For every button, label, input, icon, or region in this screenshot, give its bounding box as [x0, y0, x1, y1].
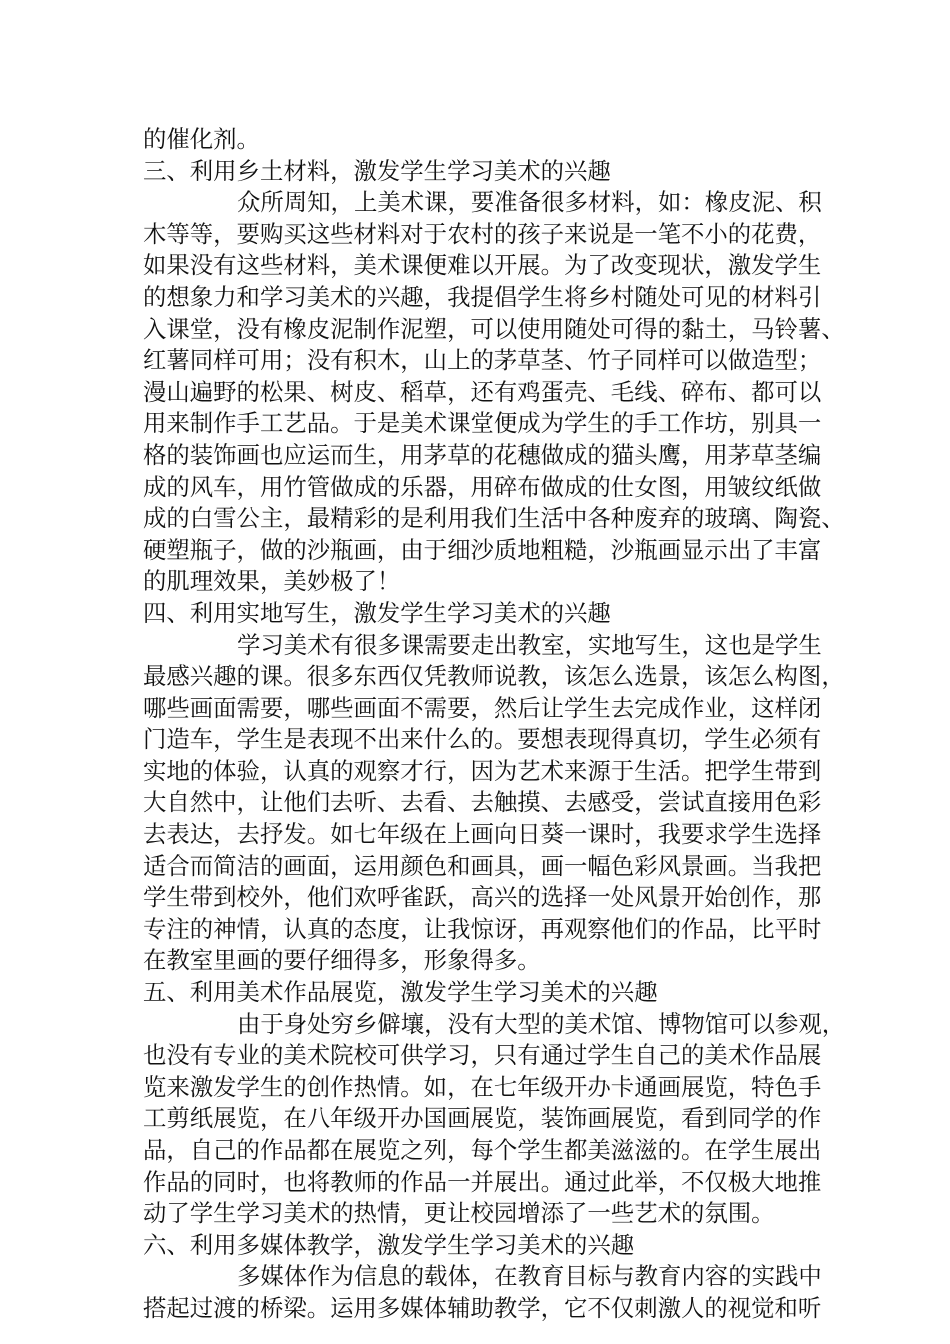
paragraph-first-line: 多媒体作为信息的载体，在教育目标与教育内容的实践中: [237, 1262, 822, 1291]
body-text-line: 门造车，学生是表现不出来什么的。要想表现得真切，学生必须有: [143, 725, 822, 754]
body-text-line: 漫山遍野的松果、树皮、稻草，还有鸡蛋壳、毛线、碎布、都可以: [143, 377, 822, 406]
body-text-line: 红薯同样可用；没有积木，山上的茅草茎、竹子同样可以做造型；: [143, 346, 822, 375]
body-text-line: 木等等，要购买这些材料对于农村的孩子来说是一笔不小的花费，: [143, 219, 822, 248]
body-text-line: 硬塑瓶子，做的沙瓶画，由于细沙质地粗糙，沙瓶画显示出了丰富: [143, 535, 822, 564]
section-heading: 六、利用多媒体教学，激发学生学习美术的兴趣: [143, 1230, 635, 1259]
body-text-line: 的肌理效果，美妙极了！: [143, 567, 401, 596]
body-text-line: 适合而简洁的画面，运用颜色和画具，画一幅色彩风景画。当我把: [143, 851, 822, 880]
body-text-line: 入课堂，没有橡皮泥制作泥塑，可以使用随处可得的黏土，马铃薯、: [143, 314, 845, 343]
paragraph-first-line: 众所周知，上美术课，要准备很多材料，如：橡皮泥、积: [237, 188, 822, 217]
body-text-line: 也没有专业的美术院校可供学习，只有通过学生自己的美术作品展: [143, 1041, 822, 1070]
section-heading: 四、利用实地写生，激发学生学习美术的兴趣: [143, 598, 611, 627]
body-text-line: 工剪纸展览，在八年级开办国画展览，装饰画展览，看到同学的作: [143, 1104, 822, 1133]
paragraph-first-line: 学习美术有很多课需要走出教室，实地写生，这也是学生: [237, 630, 822, 659]
section-heading: 五、利用美术作品展览，激发学生学习美术的兴趣: [143, 978, 658, 1007]
section-heading: 三、利用乡土材料，激发学生学习美术的兴趣: [143, 156, 611, 185]
document-body: [143, 124, 846, 1325]
body-text-line: 的催化剂。: [143, 125, 260, 153]
body-text-line: 成的白雪公主，最精彩的是利用我们生活中各种废弃的玻璃、陶瓷、: [143, 504, 845, 533]
paragraph-first-line: 由于身处穷乡僻壤，没有大型的美术馆、博物馆可以参观，: [237, 1009, 846, 1038]
body-text-line: 搭起过渡的桥梁。运用多媒体辅助教学，它不仅刺激人的视觉和听: [143, 1293, 822, 1322]
body-text-line: 览来激发学生的创作热情。如，在七年级开办卡通画展览，特色手: [143, 1072, 822, 1101]
body-text-line: 格的装饰画也应运而生，用茅草的花穗做成的猫头鹰，用茅草茎编: [143, 440, 822, 469]
body-text-line: 作品的同时，也将教师的作品一并展出。通过此举，不仅极大地推: [143, 1167, 822, 1196]
body-text-line: 成的风车，用竹管做成的乐器，用碎布做成的仕女图，用皱纹纸做: [143, 472, 822, 501]
body-text-line: 去表达，去抒发。如七年级在上画向日葵一课时，我要求学生选择: [143, 820, 822, 849]
body-text-line: 用来制作手工艺品。于是美术课堂便成为学生的手工作坊，别具一: [143, 409, 822, 438]
body-text-line: 的想象力和学习美术的兴趣，我提倡学生将乡村随处可见的材料引: [143, 282, 822, 311]
body-text-line: 品，自己的作品都在展览之列，每个学生都美滋滋的。在学生展出: [143, 1136, 822, 1164]
body-text-line: 在教室里画的要仔细得多，形象得多。: [143, 946, 541, 975]
body-text-line: 哪些画面需要，哪些画面不需要，然后让学生去完成作业，这样闭: [143, 693, 822, 722]
body-text-line: 最感兴趣的课。很多东西仅凭教师说教，该怎么选景，该怎么构图，: [143, 662, 845, 691]
body-text-line: 大自然中，让他们去听、去看、去触摸、去感受，尝试直接用色彩: [143, 788, 822, 817]
body-text-line: 专注的神情，认真的态度，让我惊讶，再观察他们的作品，比平时: [143, 914, 822, 943]
body-text-line: 动了学生学习美术的热情，更让校园增添了一些艺术的氛围。: [143, 1199, 775, 1228]
body-text-line: 实地的体验，认真的观察才行，因为艺术来源于生活。把学生带到: [143, 756, 822, 785]
body-text-line: 如果没有这些材料，美术课便难以开展。为了改变现状，激发学生: [143, 251, 822, 280]
body-text-line: 学生带到校外，他们欢呼雀跃，高兴的选择一处风景开始创作，那: [143, 883, 822, 912]
